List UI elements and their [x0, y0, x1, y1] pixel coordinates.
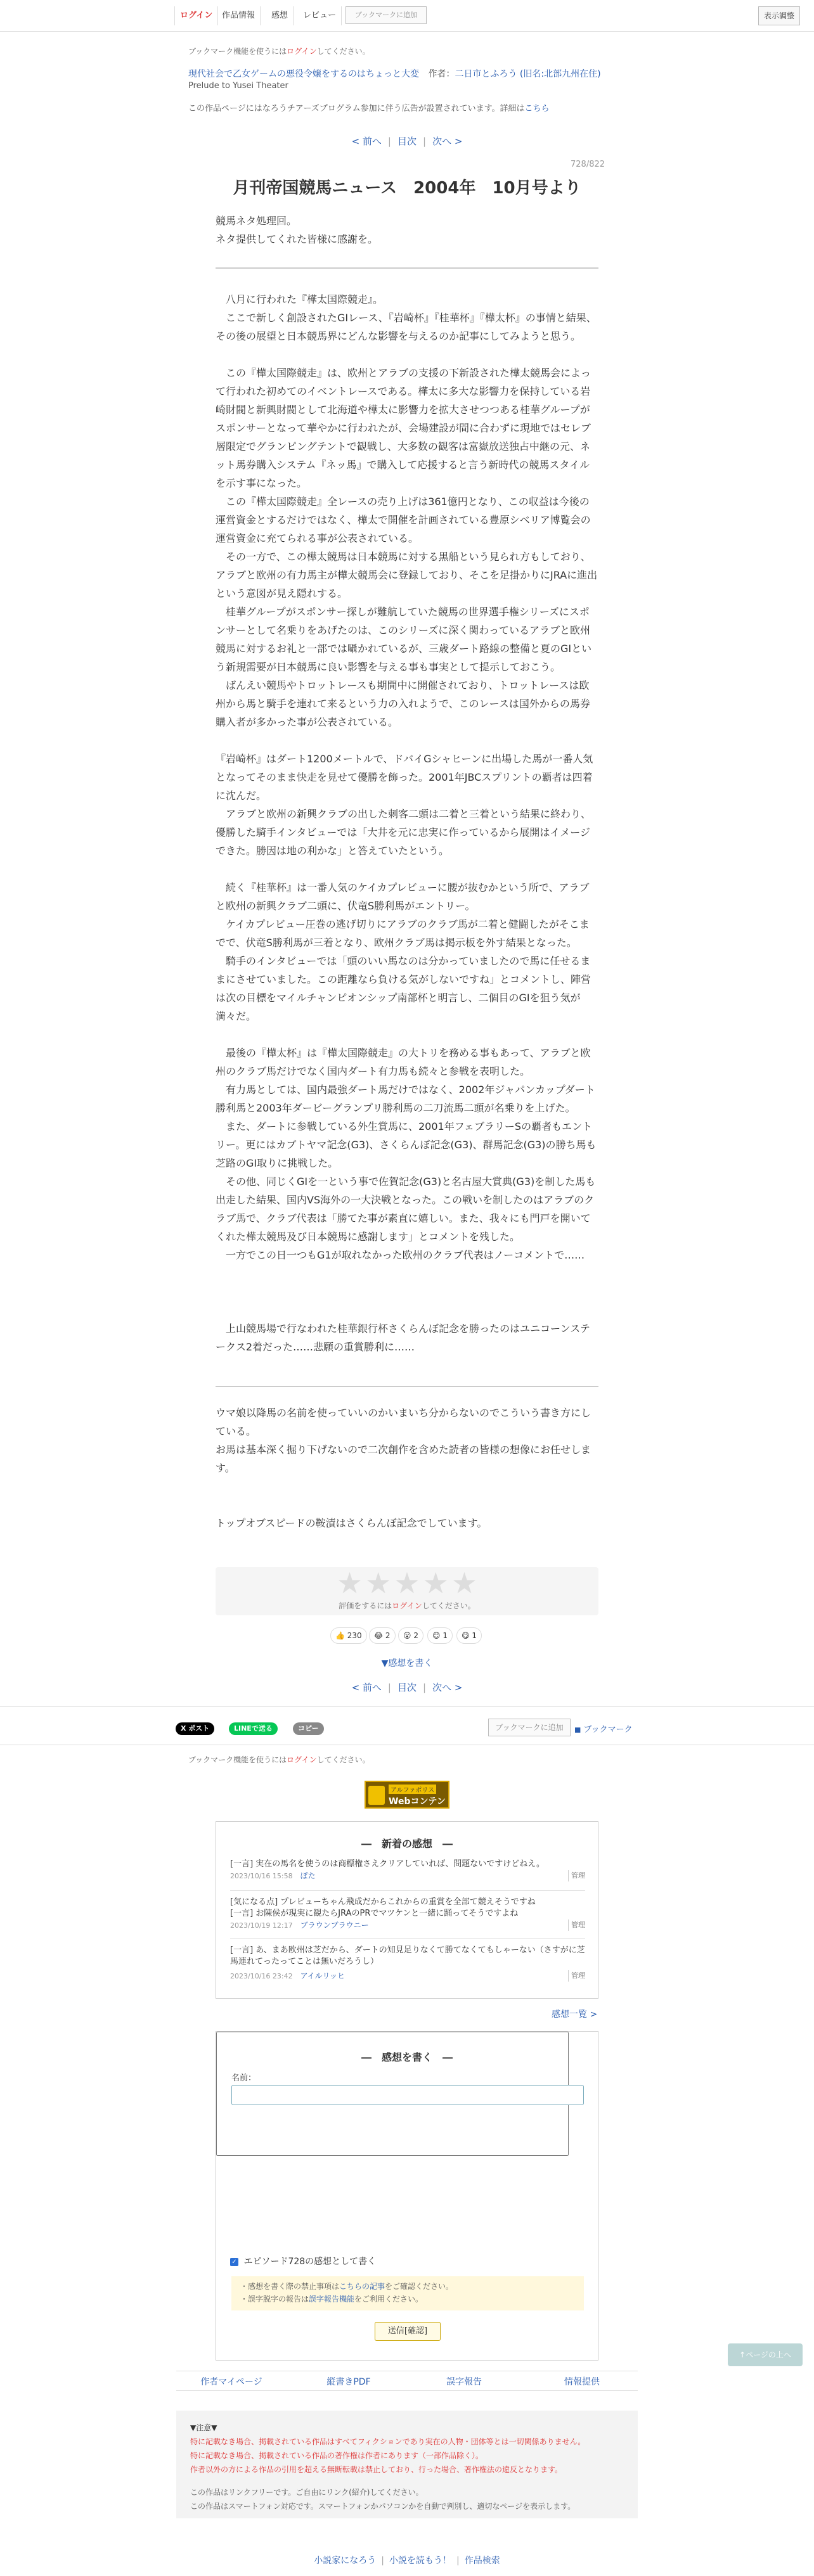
copy-link-button[interactable]: コピー	[293, 1722, 324, 1735]
star-icon[interactable]: ★	[394, 1566, 420, 1600]
body-paragraph: ケイカプレビュー圧巻の逃げ切りにアラブのクラブ馬が二着と健闘したがそこまでで、伏竜S勝利馬が三着となり、欧州クラブ馬は掲示板を外す結果となった。	[216, 918, 590, 949]
name-label: 名前：	[231, 2073, 257, 2083]
ad-details-link[interactable]: こちら	[524, 104, 550, 113]
toc-link[interactable]: 目次	[397, 1682, 417, 1693]
review-item: [一言] 実在の馬名を使うのは商標権さえクリアしていれば、問題ないですけどねえ。 2023/10/16 15:58 ぽた 管理	[230, 1859, 585, 1880]
episode-title: 月刊帝国競馬ニュース 2004年 10月号より	[233, 179, 581, 198]
review-author-link[interactable]: ブラウンブラウニー	[300, 1921, 369, 1930]
checkbox-checked-icon[interactable]: ✓	[230, 2258, 238, 2266]
divider	[230, 1938, 585, 1939]
bookmark-icon: ■	[574, 1726, 581, 1734]
body-paragraph: 続く『桂華杯』は一番人気のケイカプレビューに腰が抜むかという所で、アラブと欧州の新興クラブ二頭に、伏竜S勝利馬がエントリー。	[216, 881, 590, 912]
divider	[230, 1890, 585, 1891]
star-icon[interactable]: ★	[451, 1566, 478, 1600]
bookmark-add-button[interactable]: ブックマークに追加	[346, 6, 427, 24]
reaction-smile[interactable]: 😊 1	[427, 1627, 453, 1644]
page-top-button[interactable]: ↑ページの上へ	[728, 2343, 803, 2366]
body-paragraph: その他、同じくGIを一という事で佐賀記念(G3)と名古屋大賞典(G3)を制した馬も出走した結果、国内VS海外の一大決戦となった。この戦いを制したのはアラブのクラブ馬で、クラブ代表は「勝てた事が素直に嬉しい。また、我々にも門戸を開いてくれた樺太競馬及び日本競馬に感謝します」とコメントを残した。	[216, 1176, 596, 1243]
preface: 競馬ネタ処理回。 ネタ提供してくれた皆様に感謝を。	[216, 215, 378, 245]
body-paragraph: 最後の『樺太杯』は『樺太国際競走』の大トリを務める事もあって、アラブと欧州のクラブ馬だけでなく国内ダート有力馬も続々と参戦を表明した。	[216, 1047, 591, 1077]
afterword-paragraph	[216, 1477, 598, 1496]
prev-link[interactable]: < 前へ	[351, 1682, 382, 1693]
reaction-surprised[interactable]: 😮 2	[398, 1627, 423, 1644]
novel-subtitle: Prelude to Yusei Theater	[188, 81, 288, 91]
reviews-link[interactable]: レビュー	[298, 6, 342, 25]
rating-login-notice: 評価をするにはログインしてください。	[339, 1601, 475, 1610]
body-paragraph: 一方でこの日一つもG1が取れなかった欧州のクラブ代表はノーコメントで……	[216, 1249, 585, 1261]
logo-icon	[368, 1786, 385, 1805]
reaction-thumbs-up[interactable]: 👍 230	[330, 1627, 367, 1644]
author-mypage-link[interactable]: 作者マイページ	[200, 2377, 262, 2387]
review-item: [気になる点] プレビューちゃん飛成だからこれからの重賞を全部て競えそうですね [一言] お陳侯が現実に観たらJRAのPRでマツケンと一緒に踊ってそうですよね 2023/10/19 12:17 ブラウンブラウニー 管理	[230, 1897, 585, 1930]
caution-heading: ▼注意▼	[190, 2423, 217, 2432]
submit-review-button[interactable]: 送信[確認]	[375, 2322, 441, 2341]
body-paragraph	[216, 1025, 598, 1044]
login-link[interactable]: ログイン	[174, 6, 218, 25]
login-link-inline[interactable]: ログイン	[287, 1755, 317, 1764]
body-paragraph: ここで新しく創設されたGIレース、『岩崎杯』『桂華杯』『樺太杯』の事情と結果、その後の展望と日本競馬界にどんな影響を与えるのか記事にしてみようと思う。	[216, 312, 597, 342]
bookmark-login-notice: ブックマーク機能を使うにはログインしてください。	[188, 47, 370, 56]
vertical-pdf-link[interactable]: 縦書きPDF	[326, 2377, 371, 2387]
manage-link[interactable]: 管理	[568, 1970, 585, 1982]
body-paragraph: 有力馬としては、国内最強ダート馬だけではなく、2002年ジャパンカップダート勝利馬と2003年ダービーグランプリ勝利馬の二刀流馬二頭が名乗りを上げた。	[216, 1084, 595, 1114]
body-paragraph	[216, 860, 598, 878]
author-label: 作者：	[428, 69, 455, 79]
divider	[216, 1386, 598, 1387]
star-icon[interactable]: ★	[422, 1566, 449, 1600]
star-icon[interactable]: ★	[365, 1566, 392, 1600]
manage-link[interactable]: 管理	[568, 1870, 585, 1881]
x-post-button[interactable]: X ポスト	[176, 1722, 214, 1735]
rules-article-link[interactable]: こちらの記事	[339, 2282, 385, 2291]
afterword-paragraph: トップオブスピードの鞍漬はさくらんぼ記念でしています。	[216, 1517, 488, 1529]
top-navigation	[0, 0, 814, 32]
search-link[interactable]: 作品検索	[464, 2556, 500, 2566]
ad-notice: この作品ページにはなろうチアーズプログラム参加に伴う広告が設置されています。詳細はこちら	[188, 104, 550, 113]
body-paragraph: 上山競馬場で行なわれた桂華銀行杯さくらんぼ記念を勝ったのはユニコーンステークス2着だった……悲願の重賞勝利に……	[216, 1323, 590, 1353]
novel-header	[188, 67, 632, 80]
display-settings-button[interactable]: 表示調整	[758, 6, 800, 25]
author-link[interactable]: 二日市とふろう (旧名:北部九州在住)	[455, 69, 601, 79]
name-input[interactable]	[231, 2085, 584, 2105]
body-paragraph: 『岩崎杯』はダート1200メートルで、ドバイGシャヒーンに出場した馬が一番人気となってそのまま快走を見せて優勝を飾った。2001年JBCスプリントの覇者は四着に沈んだ。	[216, 753, 593, 802]
alphapolis-banner[interactable]: アルファポリス Webコンテンツ	[365, 1781, 449, 1809]
next-link[interactable]: 次へ >	[432, 136, 463, 147]
login-link-inline[interactable]: ログイン	[287, 47, 317, 56]
prev-link[interactable]: < 前へ	[351, 136, 382, 147]
body-paragraph: この『樺太国際競走』は、欧州とアラブの支援の下新設された樺太競馬会によって行われた初めてのイベントレースである。樺太に多大な影響力を保持している岩崎財閥と新興財閥として北海道や樺太に影響力を拡大させつつある桂華グループがスポンサーとなって華やかに行われたが、会場建設が間に合わずに現地ではセレブ層限定でグランピングテントで観戦し、大多数の観客は富嶽放送独占中継の元、ネット馬券購入システム『ネッ馬』で購入して応援すると言う新時代の競馬スタイルを示す事になった。	[216, 367, 591, 489]
divider	[216, 267, 598, 269]
body-paragraph	[216, 345, 598, 364]
yomou-link[interactable]: 小説を読もう！	[389, 2556, 451, 2566]
episode-checkbox-row[interactable]: ✓ エピソード728の感想として書く	[230, 2255, 376, 2267]
caution-box: ▼注意▼ 特に記載なき場合、掲載されている作品はすべてフィクションであり実在の人物・団体等とは一切関係ありません。 特に記載なき場合、掲載されている作品の著作権は作者にあります（一部作品除く）。 作者以外の方による作品の引用を超える無断転載は禁止しており、行った場合、著作権法の違反となります。 この作品はリンクフリーです。ご自由にリンク(紹介)してください。 この作品はスマートフォン対応です。スマートフォンかパソコンかを自動で判別し、適切なページを表示します。	[176, 2411, 638, 2518]
all-reviews-link[interactable]: 感想一覧 >	[552, 2009, 598, 2020]
rating-box	[216, 1567, 598, 1615]
bookmark-add-button-bottom[interactable]: ブックマークに追加	[488, 1719, 571, 1736]
share-bar	[0, 1706, 814, 1745]
review-item: [一言] あ、まあ欧州は芝だから、ダートの知見足りなくて勝てなくてもしゃーない（さすがに芝馬連れてったってことは無いだろうし） 2023/10/16 23:42 アイルリッヒ 管理	[230, 1945, 585, 1980]
afterword-paragraph	[216, 1496, 598, 1514]
body-paragraph: 騎手のインタビューでは「頭のいい馬なのは分かっていましたので馬に任せるままにさせていました。この距離なら負ける気がしないですね」とコメントし、陣営は次の目標をマイルチャンピオンシップ南部杯と明言し、二個目のGIを狙う気が満々だ。	[216, 955, 591, 1022]
pager-bottom: < 前へ | 目次 | 次へ >	[351, 1682, 463, 1693]
impressions-link[interactable]: 感想	[266, 6, 294, 25]
toc-link[interactable]: 目次	[397, 136, 417, 147]
body-paragraph	[216, 1283, 598, 1301]
body-paragraph: その一方で、この樺太競馬は日本競馬に対する黒船という見られ方もしており、アラブと欧州の有力馬主が樺太競馬会に登録しており、そこを足掛かりにJRAに進出という意図が見え隠れする。	[216, 551, 598, 599]
bookmark-login-notice-2: ブックマーク機能を使うにはログインしてください。	[188, 1755, 370, 1764]
star-icon[interactable]: ★	[336, 1566, 363, 1600]
site-links: 小説家になろう | 小説を読もう！ | 作品検索	[314, 2556, 500, 2566]
body-paragraph: ばんえい競馬やトロットレースも期間中に開催されており、トロットレースは欧州から馬と騎手を連れて来るという力の入れようで、このレースは国外からの馬券購入者が多かった事が公表されている。	[216, 679, 590, 728]
body-paragraph: 八月に行われた『樺太国際競走』。	[216, 293, 384, 305]
new-reviews-title: ― 新着の感想 ―	[361, 1838, 453, 1850]
write-review-title: ― 感想を書く ―	[361, 2051, 453, 2063]
write-review-toggle[interactable]: ▼感想を書く	[381, 1658, 433, 1669]
body-paragraph	[216, 731, 598, 750]
bookmark-link[interactable]: ■ ブックマーク	[574, 1725, 633, 1734]
review-rules-note: ・感想を書く際の禁止事項はこちらの記事をご確認ください。 ・誤字脱字の報告は誤字報告機能をご利用ください。	[231, 2276, 584, 2310]
body-paragraph: 桂華グループがスポンサー探しが難航していた競馬の世界選手権シリーズにスポンサーとして名乗りをあげたのは、このシリーズに深く関わっているアラブと欧州競馬に対するお礼と一部では囁かれているが、三歳ダート路線の整備と夏のGIという新規需要が日本競馬に良い影響を与える事も事実として提示しておこう。	[216, 606, 592, 673]
novel-info-link[interactable]: 作品情報	[217, 6, 261, 25]
review-author-link[interactable]: アイルリッヒ	[300, 1971, 346, 1980]
afterword-paragraph: お馬は基本深く掘り下げないので二次創作を含めた読者の皆様の想像にお任せします。	[216, 1444, 591, 1474]
reaction-yum[interactable]: 😋 1	[456, 1627, 482, 1644]
next-link[interactable]: 次へ >	[432, 1682, 463, 1693]
pager-top: < 前へ | 目次 | 次へ >	[351, 136, 463, 147]
write-review-panel	[216, 2031, 598, 2361]
body-paragraph	[216, 1301, 598, 1319]
afterword-paragraph: ウマ娘以降馬の名前を使っていいのかいまいち分からないのでこういう書き方にしている。	[216, 1407, 591, 1437]
afterword	[216, 1404, 598, 1532]
site-home-link[interactable]: 小説家になろう	[314, 2556, 377, 2566]
reaction-laugh[interactable]: 😂 2	[369, 1627, 396, 1644]
review-author-link[interactable]: ぽた	[300, 1871, 316, 1880]
star-rating[interactable]	[216, 1567, 598, 1598]
episode-body	[216, 290, 598, 1356]
rating-login-link[interactable]: ログイン	[392, 1601, 422, 1610]
manage-link[interactable]: 管理	[568, 1919, 585, 1931]
typo-report-link[interactable]: 誤字報告機能	[309, 2295, 355, 2304]
typo-report-footer-link[interactable]: 誤字報告	[446, 2377, 482, 2387]
line-share-button[interactable]: LINEで送る	[229, 1722, 278, 1735]
new-reviews-panel	[216, 1821, 598, 1999]
body-paragraph: この『樺太国際競走』全レースの売り上げは361億円となり、この収益は今後の運営資金とするだけではなく、樺太で開催を計画されている豊原シベリア博覧会の運営資金に充てられる事が公表されている。	[216, 496, 591, 544]
body-paragraph	[216, 1264, 598, 1283]
info-provide-link[interactable]: 情報提供	[564, 2377, 600, 2387]
body-paragraph: また、ダートに参戦している外生賞馬に、2001年フェブラリーSの覇者もエントリー。更にはカブトヤマ記念(G3)、さくらんぼ記念(G3)、群馬記念(G3)の勝ち馬も芝路のGI取りに挑戦した。	[216, 1120, 597, 1169]
novel-title-link[interactable]: 現代社会で乙女ゲームの悪役令嬢をするのはちょっと大変	[188, 69, 419, 79]
episode-number: 728/822	[571, 160, 605, 169]
body-paragraph: アラブと欧州の新興クラブの出した刺客二頭は二着と三着という結果に終わり、優勝した騎手インタビューでは「大井を元に忠実に作っているから展開はイメージできた。勝因は地の利かな」と答えていたという。	[216, 808, 591, 857]
